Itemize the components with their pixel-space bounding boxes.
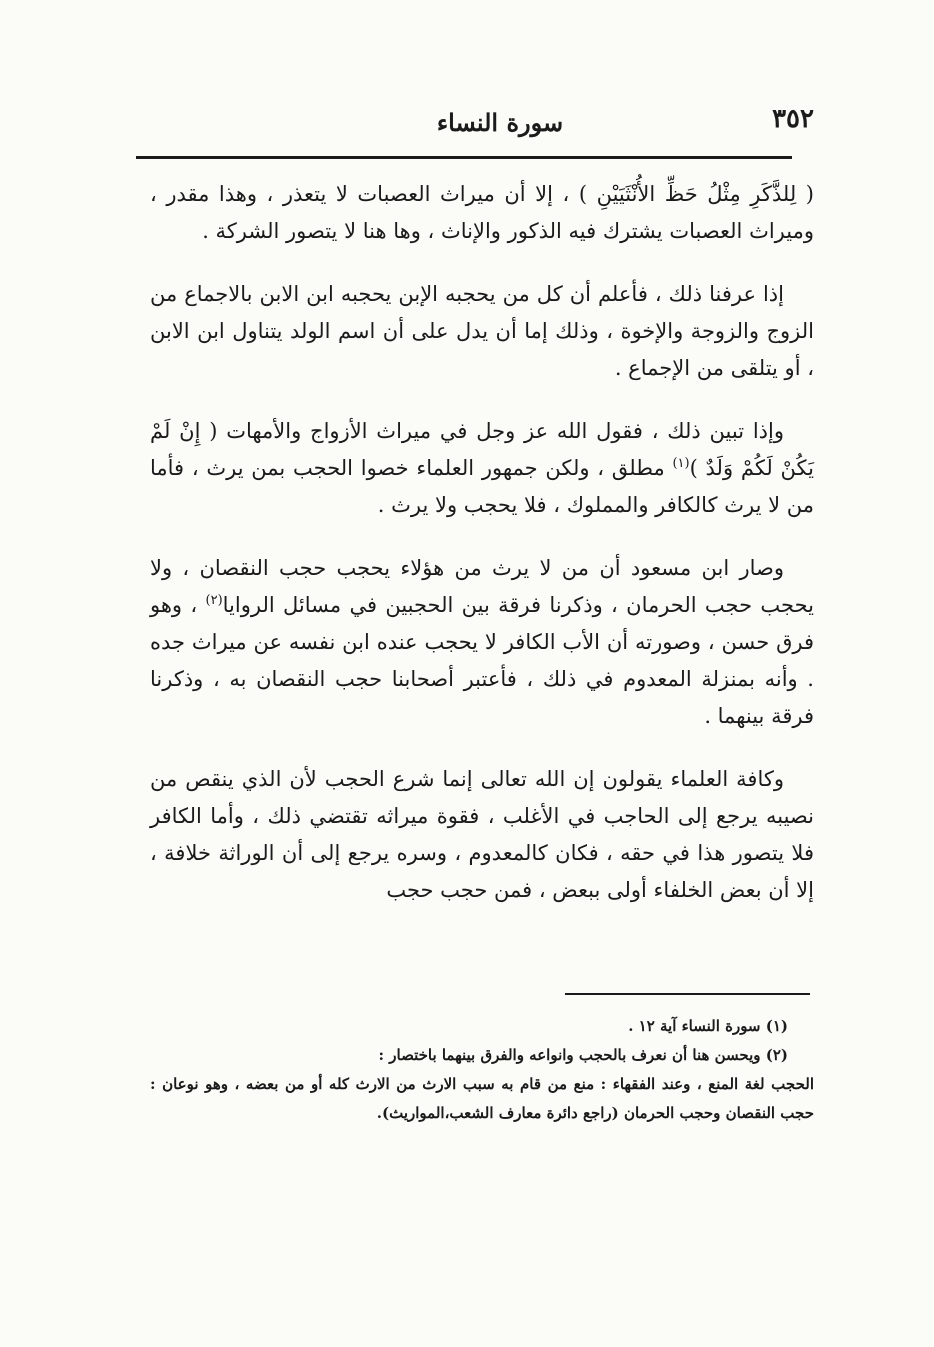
paragraph-4-text-a: وصار ابن مسعود أن من لا يرث من هؤلاء يحجب حجب النقصان ، ولا يحجب حجب الحرمان ، وذكرنا فرقة بين الحجبين في مسائل الروايا bbox=[150, 556, 814, 617]
footnote-ref-2[interactable]: (٢) bbox=[205, 593, 223, 608]
header-rule bbox=[136, 156, 792, 159]
paragraph-1: ( لِلذَّكَرِ مِثْلُ حَظِّ الأُنْثَيَيْنِ ) ، إلا أن ميراث العصبات لا يتعذر ، وهذا مقدر ، وميراث العصبات يشترك فيه الذكور والإناث ، وها هنا لا يتصور الشركة . bbox=[150, 182, 814, 243]
footnotes bbox=[150, 1012, 814, 1128]
footnote-ref-1[interactable]: (١) bbox=[672, 456, 690, 471]
paragraph-4-text-b: ، وهو فرق حسن ، وصورته أن الأب الكافر لا يحجب عنده ابن نفسه عن ميراث جده . وأنه بمنزلة المعدوم في ذلك ، فأعتبر أصحابنا حجب النقصان به ، وذكرنا فرقة بينهما . bbox=[150, 593, 814, 728]
paragraph-3 bbox=[150, 413, 814, 524]
footnote-2: (٢) ويحسن هنا أن نعرف بالحجب وانواعه والفرق بينهما باختصار : bbox=[378, 1046, 788, 1064]
footnote-2-detail: الحجب لغة المنع ، وعند الفقهاء : منع من قام به سبب الارث من الارث كله أو من بعضه ، وهو نوعان : حجب النقصان وحجب الحرمان (راجع دائرة معارف الشعب،المواريث). bbox=[150, 1075, 814, 1122]
page-header-title: سورة النساء bbox=[436, 108, 564, 137]
paragraph-3-text-a: وإذا تبين ذلك ، فقول الله عز وجل في ميراث الأزواج والأمهات ( إِنْ لَمْ يَكُنْ لَكُمْ وَلَدٌ ) bbox=[150, 419, 814, 480]
page-number: ٣٥٢ bbox=[772, 104, 814, 134]
footnote-rule bbox=[565, 993, 810, 995]
footnote-1: (١) سورة النساء آية ١٢ . bbox=[628, 1017, 788, 1035]
paragraph-5: وكافة العلماء يقولون إن الله تعالى إنما شرع الحجب لأن الذي ينقص من نصيبه يرجع إلى الحاجب في الأغلب ، فقوة ميراثه تقتضي ذلك ، وأما الكافر فلا يتصور هذا في حقه ، فكان كالمعدوم ، وسره يرجع إلى أن الوراثة خلافة ، إلا أن بعض الخلفاء أولى ببعض ، فمن حجب حجب bbox=[150, 767, 814, 902]
body-text bbox=[150, 176, 814, 935]
paragraph-3-text-b: مطلق ، ولكن جمهور العلماء خصوا الحجب بمن يرث ، فأما من لا يرث كالكافر والمملوك ، فلا يحجب ولا يرث . bbox=[150, 456, 814, 517]
paragraph-2: إذا عرفنا ذلك ، فأعلم أن كل من يحجبه الإبن يحجبه ابن الابن بالاجماع من الزوج والزوجة والإخوة ، وذلك إما أن يدل على أن اسم الولد يتناول ابن الابن ، أو يتلقى من الإجماع . bbox=[150, 282, 814, 380]
paragraph-4 bbox=[150, 550, 814, 735]
